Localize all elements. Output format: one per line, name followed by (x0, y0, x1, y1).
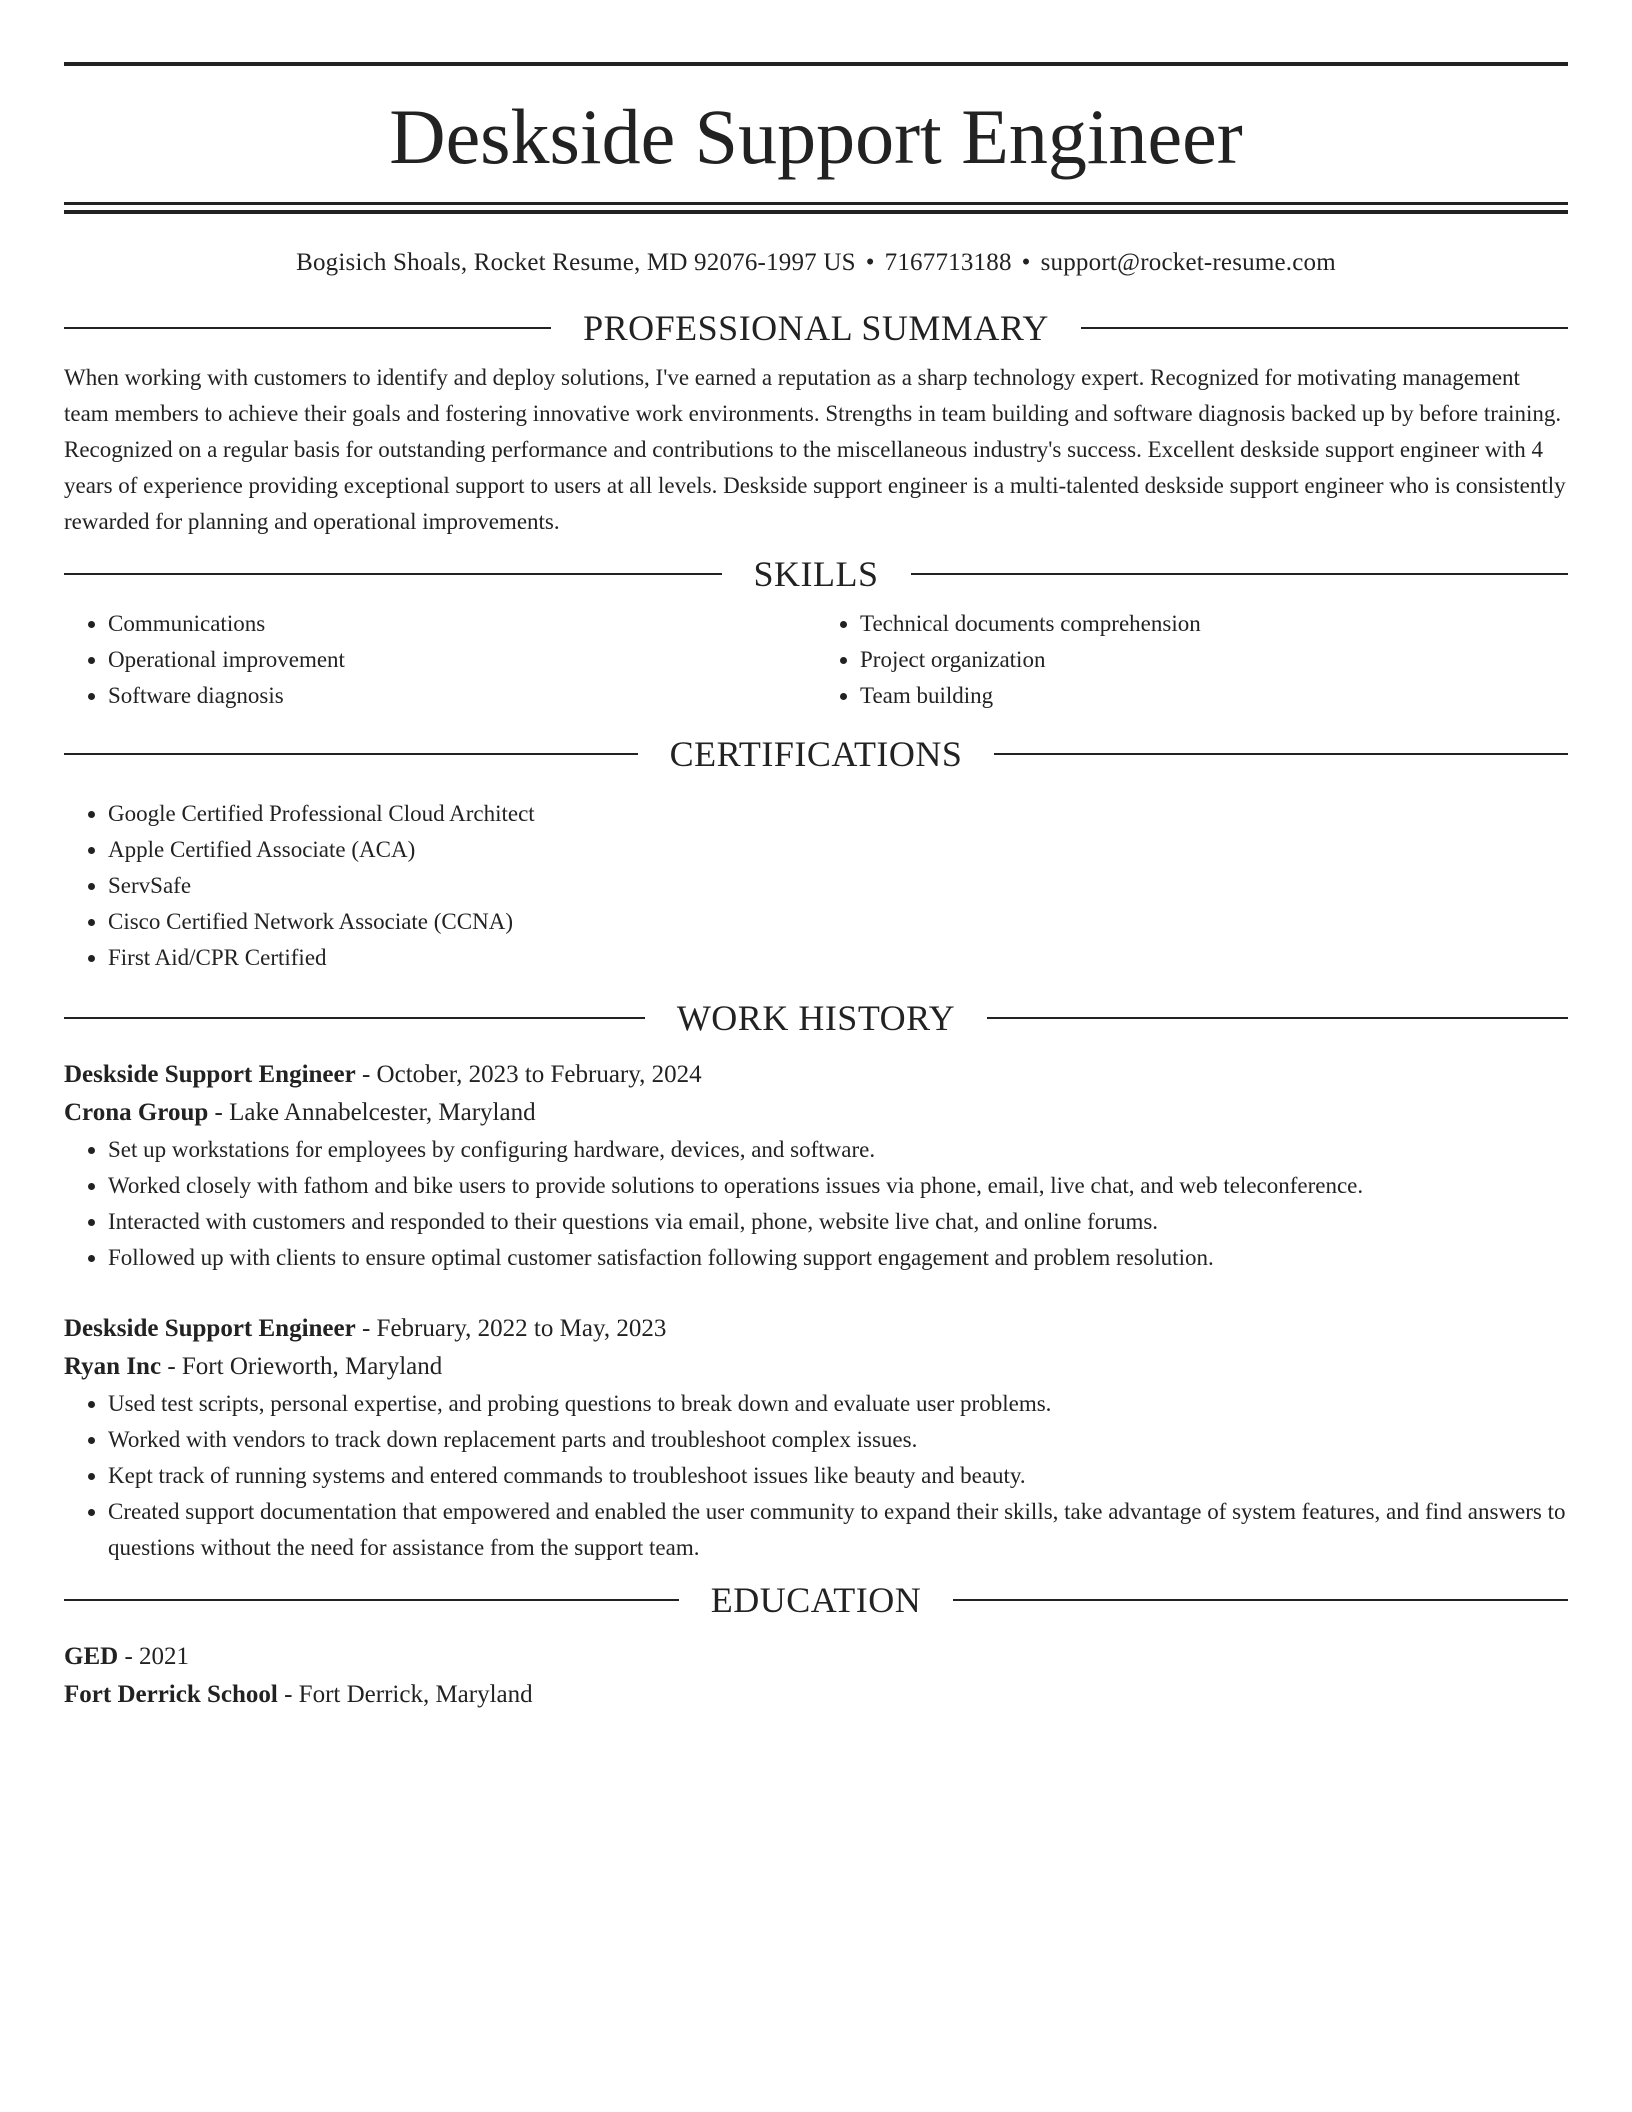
heading-rule-left (64, 753, 638, 755)
certification-item: • Google Certified Professional Cloud Architect (108, 796, 1568, 832)
education-school: Fort Derrick School (64, 1681, 278, 1708)
education-degree: GED (64, 1643, 119, 1670)
job-location: Fort Orieworth, Maryland (181, 1353, 443, 1380)
job-bullet: • Kept track of running systems and entered commands to troubleshoot issues like beauty and beauty. (108, 1458, 1568, 1494)
heading-rule-left (64, 1017, 645, 1019)
skills-columns (64, 606, 1568, 714)
skill-item: • Team building (860, 678, 1568, 714)
education-entry (64, 1638, 1568, 1714)
education-heading (64, 1580, 1568, 1620)
skills-list-right (816, 606, 1568, 714)
bullet-separator: • (1021, 249, 1031, 276)
job-role: Deskside Support Engineer (64, 1315, 356, 1342)
certification-item: • Cisco Certified Network Associate (CCNA) (108, 904, 1568, 940)
education-school-line: Fort Derrick School - Fort Derrick, Maryland (64, 1681, 533, 1708)
skills-title: SKILLS (753, 554, 879, 594)
job-bullet: • Worked closely with fathom and bike users to provide solutions to operations issues via phone, email, live chat, and web teleconference. (108, 1168, 1568, 1204)
heading-rule-right (1081, 327, 1568, 329)
certifications-list (64, 796, 1568, 976)
skill-item: • Technical documents comprehension (860, 606, 1568, 642)
job-company: Ryan Inc (64, 1353, 162, 1380)
heading-rule-right (953, 1599, 1568, 1601)
summary-heading (64, 308, 1568, 348)
job-bullet: • Used test scripts, personal expertise, and probing questions to break down and evaluate user problems. (108, 1386, 1568, 1422)
education-degree-line: GED - 2021 (64, 1643, 190, 1670)
certification-item: • ServSafe (108, 868, 1568, 904)
summary-title: PROFESSIONAL SUMMARY (583, 308, 1049, 348)
education-location: Fort Derrick, Maryland (298, 1681, 533, 1708)
skill-item: • Software diagnosis (108, 678, 816, 714)
job-bullets (64, 1132, 1568, 1276)
heading-rule-left (64, 327, 551, 329)
job-bullet: • Created support documentation that empowered and enabled the user community to expand their skills, take advantage of system features, and find answers to questions without the need for assistance from the support team. (108, 1494, 1568, 1566)
job-dates: February, 2022 to May, 2023 (376, 1315, 667, 1342)
skills-heading (64, 554, 1568, 594)
job-company-line: Ryan Inc - Fort Orieworth, Maryland (64, 1353, 443, 1380)
job-location: Lake Annabelcester, Maryland (229, 1099, 536, 1126)
certification-item: • Apple Certified Associate (ACA) (108, 832, 1568, 868)
resume-content (64, 62, 1568, 1714)
heading-rule-left (64, 573, 722, 575)
contact-line (64, 248, 1568, 278)
name-double-rule (64, 202, 1568, 214)
job-bullet: • Worked with vendors to track down replacement parts and troubleshoot complex issues. (108, 1422, 1568, 1458)
heading-rule-right (911, 573, 1569, 575)
certification-item: • First Aid/CPR Certified (108, 940, 1568, 976)
job-company: Crona Group (64, 1099, 209, 1126)
bullet-separator: • (865, 249, 875, 276)
work-heading (64, 998, 1568, 1038)
skill-item: • Operational improvement (108, 642, 816, 678)
job-role: Deskside Support Engineer (64, 1061, 356, 1088)
skills-list-left (64, 606, 816, 714)
resume-name: Deskside Support Engineer (389, 93, 1243, 180)
summary-text: When working with customers to identify and deploy solutions, I've earned a reputation as a sharp technology expert. Recognized for motivating management team members to achieve their goals and fostering innovative work environments. Strengths in team building and software diagnosis backed up by before training. Recognized on a regular basis for outstanding performance and contributions to the miscellaneous industry's success. Excellent deskside support engineer with 4 years of experience providing exceptional support to users at all levels. Deskside support engineer is a multi-talented deskside support engineer who is consistently rewarded for planning and operational improvements. (64, 365, 1566, 534)
job-entry (64, 1056, 1568, 1276)
education-title: EDUCATION (710, 1580, 922, 1620)
job-bullet: • Interacted with customers and responded to their questions via email, phone, website live chat, and online forums. (108, 1204, 1568, 1240)
top-rule (64, 62, 1568, 66)
job-entry (64, 1310, 1568, 1566)
job-bullet: • Set up workstations for employees by configuring hardware, devices, and software. (108, 1132, 1568, 1168)
contact-email: support@rocket-resume.com (1040, 249, 1336, 276)
work-title: WORK HISTORY (676, 998, 956, 1038)
heading-rule-left (64, 1599, 679, 1601)
heading-rule-right (994, 753, 1568, 755)
heading-rule-right (987, 1017, 1568, 1019)
job-role-line: Deskside Support Engineer - October, 2023 to February, 2024 (64, 1061, 702, 1088)
job-company-line: Crona Group - Lake Annabelcester, Maryland (64, 1099, 536, 1126)
job-dates: October, 2023 to February, 2024 (376, 1061, 702, 1088)
job-role-line: Deskside Support Engineer - February, 2022 to May, 2023 (64, 1315, 667, 1342)
certifications-title: CERTIFICATIONS (669, 734, 963, 774)
skill-item: • Project organization (860, 642, 1568, 678)
skill-item: • Communications (108, 606, 816, 642)
contact-address: Bogisich Shoals, Rocket Resume, MD 92076-1997 US (296, 249, 856, 276)
contact-phone: 7167713188 (884, 249, 1012, 276)
job-bullets (64, 1386, 1568, 1566)
education-year: 2021 (139, 1643, 190, 1670)
job-bullet: • Followed up with clients to ensure optimal customer satisfaction following support engagement and problem resolution. (108, 1240, 1568, 1276)
certifications-heading (64, 734, 1568, 774)
